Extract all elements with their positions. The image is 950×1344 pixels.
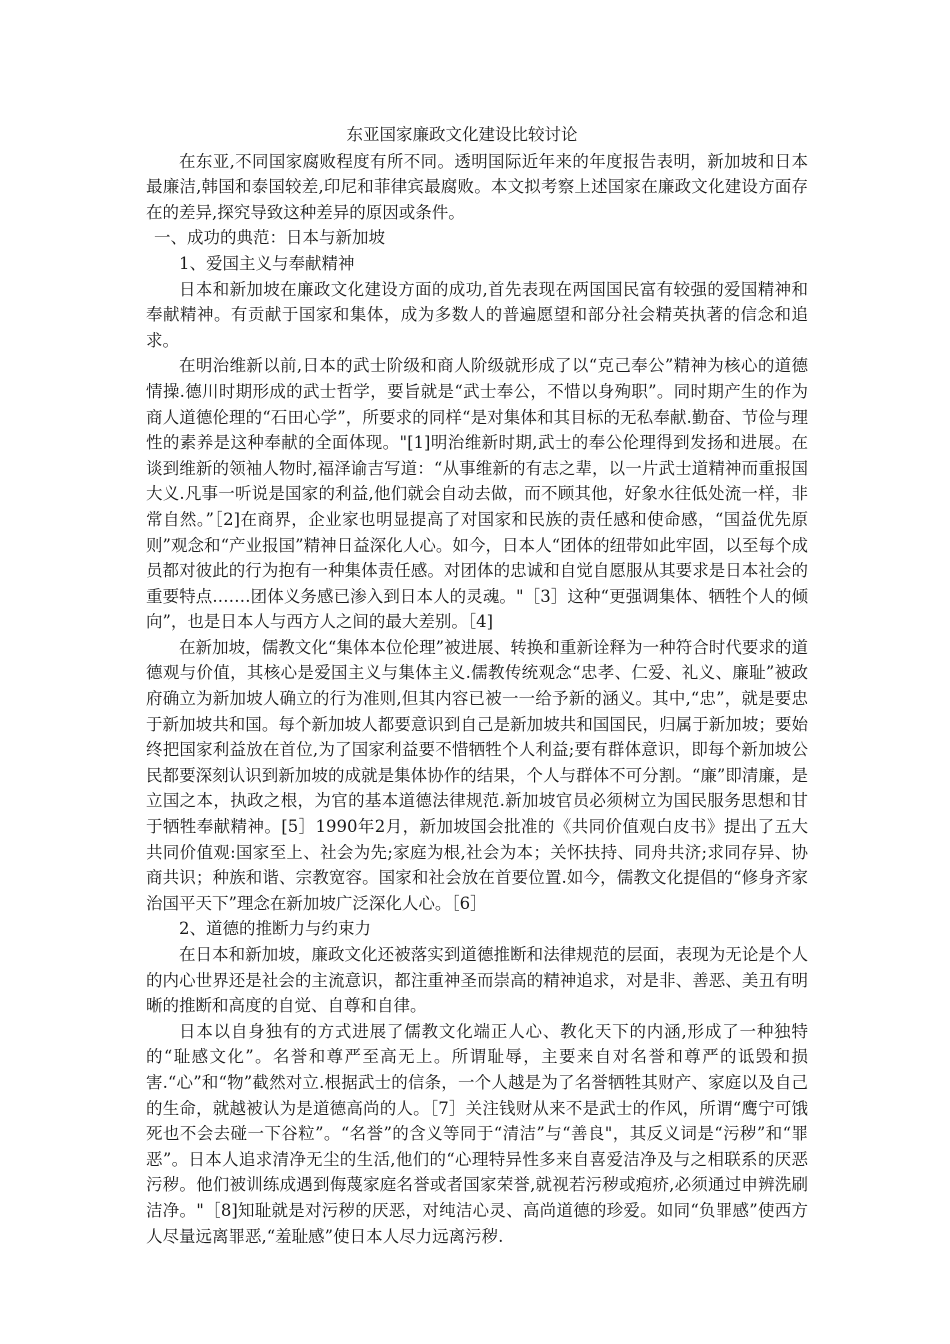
body-paragraph: 在新加坡，儒教文化“集体本位伦理”被进展、转换和重新诠释为一种符合时代要求的道德观与价值，其核心是爱国主义与集体主义.儒教传统观念“忠孝、仁爱、礼义、廉耻”被政府确立为新加坡人确立的行为准则,但其内容已被一一给予新的涵义。其中,“忠”，就是要忠于新加坡共和国。每个新加坡人都要意识到自己是新加坡共和国国民，归属于新加坡；要始终把国家利益放在首位,为了国家利益要不惜牺牲个人利益;要有群体意识，即每个新加坡公民都要深刻认识到新加坡的成就是集体协作的结果，个人与群体不可分割。“廉”即清廉，是立国之本，执政之根，为官的基本道德法律规范.新加坡官员必须树立为国民服务思想和甘于牺牲奉献精神。[5］1990年2月，新加坡国会批准的《共同价值观白皮书》提出了五大共同价值观:国家至上、社会为先;家庭为根,社会为本；关怀扶持、同舟共济;求同存异、协商共识；种族和谐、宗教宽容。国家和社会放在首要位置.如今，儒教文化提倡的“修身齐家治国平天下”理念在新加坡广泛深化人心。［6］ <box>146 637 808 913</box>
subsection-heading: 2、道德的推断力与约束力 <box>179 919 371 939</box>
section-heading: 一、成功的典范：日本与新加坡 <box>154 228 385 248</box>
intro-paragraph: 在东亚,不同国家腐败程度有所不同。透明国际近年来的年度报告表明，新加坡和日本最廉洁,韩国和泰国较差,印尼和菲律宾最腐败。本文拟考察上述国家在廉政文化建设方面存在的差异,探究导致这种差异的原因或条件。 <box>146 151 808 222</box>
body-paragraph: 在明治维新以前,日本的武士阶级和商人阶级就形成了以“克己奉公”精神为核心的道德情操.德川时期形成的武士哲学，要旨就是“武士奉公，不惜以身殉职”。同时期产生的作为商人道德伦理的“石田心学”，所要求的同样“是对集体和其目标的无私奉献.勤奋、节俭与理性的素养是这种奉献的全面体现。"[1]明治维新时期,武士的奉公伦理得到发扬和进展。在谈到维新的领袖人物时,福泽谕吉写道：“从事维新的有志之辈，以一片武士道精神而重报国大义.凡事一听说是国家的利益,他们就会自动去做，而不顾其他，好象水往低处流一样，非常自然。”［2]在商界，企业家也明显提高了对国家和民族的责任感和使命感，“国益优先原则”观念和“产业报国”精神日益深化人心。如今，日本人“团体的纽带如此牢固，以至每个成员都对彼此的行为抱有一种集体责任感。对团体的忠诚和自觉自愿服从其要求是日本社会的重要特点.……团体义务感已渗入到日本人的灵魂。"［3］这种“更强调集体、牺牲个人的倾向”，也是日本人与西方人之间的最大差别。［4] <box>146 356 808 632</box>
body-paragraph: 日本和新加坡在廉政文化建设方面的成功,首先表现在两国国民富有较强的爱国精神和奉献精神。有贡献于国家和集体，成为多数人的普遍愿望和部分社会精英执著的信念和追求。 <box>146 279 808 350</box>
body-paragraph: 日本以自身独有的方式进展了儒教文化端正人心、教化天下的内涵,形成了一种独特的“耻感文化”。名誉和尊严至高无上。所谓耻辱，主要来自对名誉和尊严的诋毁和损害.“心”和“物”截然对立.根据武士的信条，一个人越是为了名誉牺牲其财产、家庭以及自己的生命，就越被认为是道德高尚的人。［7］关注钱财从来不是武士的作风，所谓“鹰宁可饿死也不会去碰一下谷粒”。“名誉”的含义等同于“清洁”与“善良"，其反义词是“污秽”和“罪恶”。日本人追求清净无尘的生活,他们的“心理特异性多来自喜爱洁净及与之相联系的厌恶污秽。他们被训练成遇到侮蔑家庭名誉或者国家荣誉,就视若污秽或疱疥,必须通过申辨洗刷洁净。"［8]知耻就是对污秽的厌恶，对纯洁心灵、高尚道德的珍爱。如同“负罪感”使西方人尽量远离罪恶,“羞耻感”使日本人尽力远离污秽. <box>146 1021 808 1246</box>
body-paragraph: 在日本和新加坡，廉政文化还被落实到道德推断和法律规范的层面，表现为无论是个人的内心世界还是社会的主流意识，都注重神圣而崇高的精神追求，对是非、善恶、美丑有明晰的推断和高度的自觉、自尊和自律。 <box>146 945 808 1016</box>
document-page <box>146 122 808 1249</box>
document-title: 东亚国家廉政文化建设比较讨论 <box>346 125 578 144</box>
subsection-heading: 1、爱国主义与奉献精神 <box>179 253 355 273</box>
